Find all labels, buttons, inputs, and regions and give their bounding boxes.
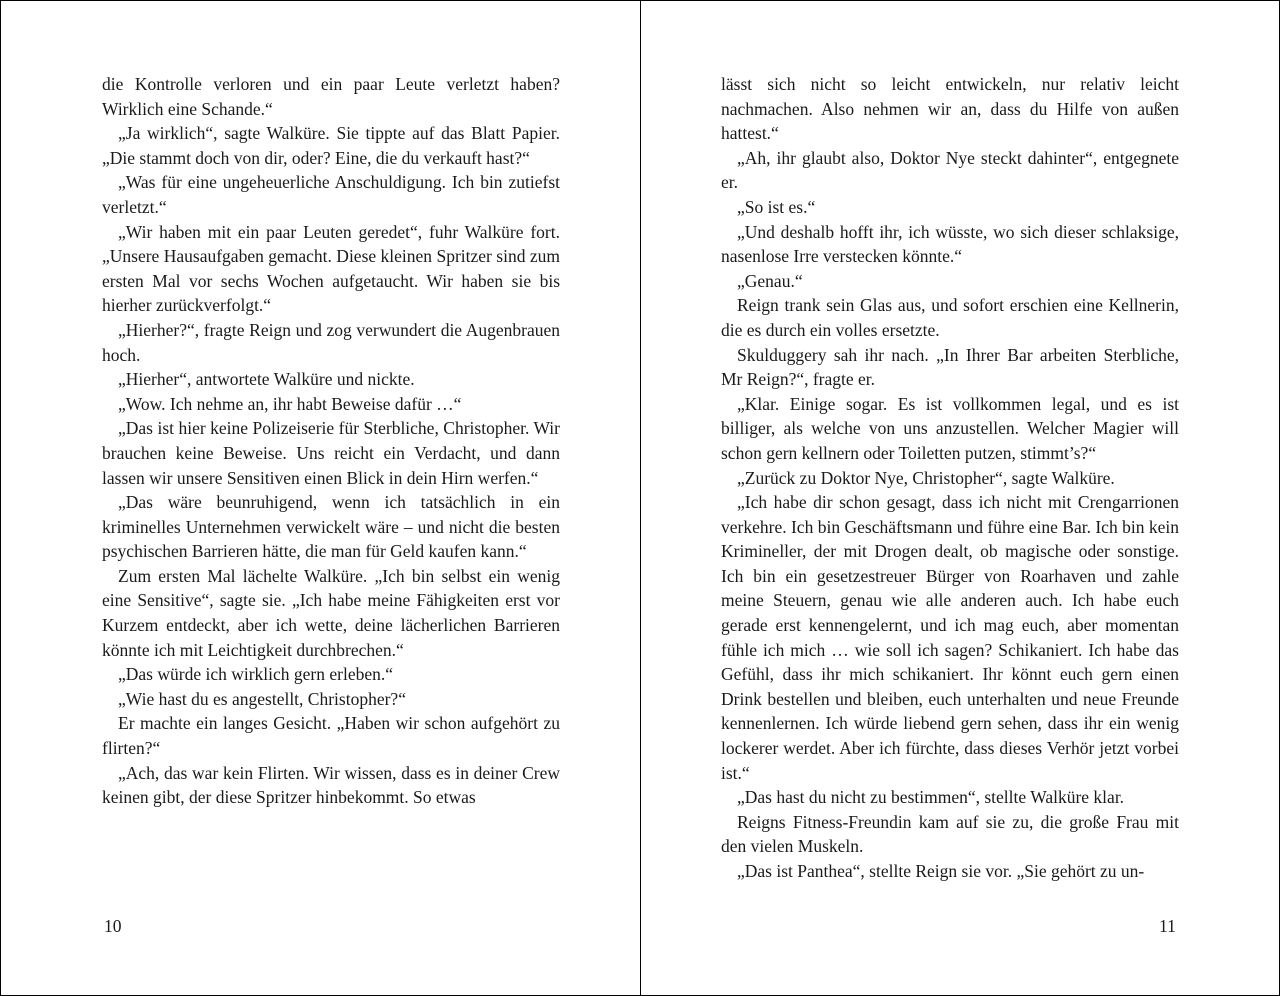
left-paragraph-3: „Was für eine ungeheuerliche Anschuldigung. Ich bin zutiefst verletzt.“ <box>102 172 560 217</box>
left-page-text <box>102 72 560 810</box>
right-paragraph-5: „Genau.“ <box>737 270 803 291</box>
right-page-number: 11 <box>1159 916 1176 936</box>
left-paragraph-12: „Wie hast du es angestellt, Christopher?“ <box>118 688 406 709</box>
left-paragraph-9: „Das wäre beunruhigend, wenn ich tatsächlich in ein kriminelles Unternehmen verwickelt wäre – und nicht die besten psychischen Barrieren hätte, die man für Geld kaufen kann.“ <box>102 492 560 562</box>
right-paragraph-8: „Klar. Einige sogar. Es ist vollkommen legal, und es ist billiger, als welche von uns anzustellen. Welcher Magier will schon gern kellnern oder Toiletten putzen, stimmt’s?“ <box>721 393 1179 463</box>
right-paragraph-3: „So ist es.“ <box>737 196 816 217</box>
right-paragraph-7: Skulduggery sah ihr nach. „In Ihrer Bar arbeiten Sterbliche, Mr Reign?“, fragte er. <box>721 344 1179 390</box>
left-paragraph-1: die Kontrolle verloren und ein paar Leute verletzt haben? Wirklich eine Schande.“ <box>102 74 560 119</box>
right-paragraph-12: Reigns Fitness-Freundin kam auf sie zu, die große Frau mit den vielen Muskeln. <box>721 811 1179 857</box>
right-paragraph-1: lässt sich nicht so leicht entwickeln, nur relativ leicht nachmachen. Also nehmen wir an, dass du Hilfe von außen hattest.“ <box>721 74 1179 144</box>
left-page-number: 10 <box>104 916 122 936</box>
left-paragraph-13: Er machte ein langes Gesicht. „Haben wir schon aufgehört zu flirten?“ <box>102 713 560 759</box>
right-paragraph-10: „Ich habe dir schon gesagt, dass ich nicht mit Crengarrionen verkehre. Ich bin Geschäftsmann und führe eine Bar. Ich bin kein Krimineller, der mit Drogen dealt, ob magische oder sonstige. Ich bin ein gesetzestreuer Bürger von Roarhaven und zahle meine Steuern, genau wie alle anderen auch. Ich habe euch gerade erst kennengelernt, und ich mag euch, aber momentan fühle ich mich … wie soll ich sagen? Schikaniert. Ich habe das Gefühl, dass ihr mich schikaniert. Ihr könnt euch gern einen Drink bestellen und bleiben, euch unterhalten und neue Freunde kennenlernen. Ich würde liebend gern sehen, dass ihr ein wenig lockerer werdet. Aber ich fürchte, dass dieses Verhör jetzt vorbei ist.“ <box>721 492 1179 783</box>
right-paragraph-2: „Ah, ihr glaubt also, Doktor Nye steckt dahinter“, entgegnete er. <box>721 147 1179 193</box>
right-page-text <box>721 72 1179 884</box>
right-paragraph-6: Reign trank sein Glas aus, und sofort erschien eine Kellnerin, die es durch ein volles ersetzte. <box>721 295 1179 340</box>
left-paragraph-2: „Ja wirklich“, sagte Walküre. Sie tippte auf das Blatt Papier. „Die stammt doch von dir, oder? Eine, die du verkauft hast?“ <box>102 123 560 168</box>
right-paragraph-9: „Zurück zu Doktor Nye, Christopher“, sagte Walküre. <box>737 467 1115 488</box>
right-paragraph-13: „Das ist Panthea“, stellte Reign sie vor. „Sie gehört zu un- <box>737 861 1145 881</box>
left-paragraph-6: „Hierher“, antwortete Walküre und nickte. <box>118 369 415 390</box>
page-gutter-divider <box>640 1 641 995</box>
right-paragraph-4: „Und deshalb hofft ihr, ich wüsste, wo sich dieser schlaksige, nasenlose Irre verstecken könnte.“ <box>721 221 1179 267</box>
left-paragraph-10: Zum ersten Mal lächelte Walküre. „Ich bin selbst ein wenig eine Sensitive“, sagte sie. „Ich habe meine Fähigkeiten erst vor Kurzem entdeckt, aber ich wette, deine lächerlichen Barrieren könnte ich mit Leichtigkeit durchbrechen.“ <box>102 565 560 660</box>
left-paragraph-5: „Hierher?“, fragte Reign und zog verwundert die Augenbrauen hoch. <box>102 319 560 365</box>
left-paragraph-7: „Wow. Ich nehme an, ihr habt Beweise dafür …“ <box>118 393 462 414</box>
left-paragraph-11: „Das würde ich wirklich gern erleben.“ <box>118 664 394 685</box>
left-paragraph-4: „Wir haben mit ein paar Leuten geredet“, fuhr Walküre fort. „Unsere Hausaufgaben gemacht. Diese kleinen Spritzer sind zum ersten Mal vor sechs Wochen aufgetaucht. Wir haben sie bis hierher zurückverfolgt.“ <box>102 221 560 316</box>
left-paragraph-8: „Das ist hier keine Polizeiserie für Sterbliche, Christopher. Wir brauchen keine Beweise. Uns reicht ein Verdacht, und dann lassen wir unsere Sensitiven einen Blick in dein Hirn werfen.“ <box>102 418 560 488</box>
left-paragraph-14: „Ach, das war kein Flirten. Wir wissen, dass es in deiner Crew keinen gibt, der diese Spritzer hinbekommt. So etwas <box>102 762 560 808</box>
right-paragraph-11: „Das hast du nicht zu bestimmen“, stellte Walküre klar. <box>737 787 1125 808</box>
